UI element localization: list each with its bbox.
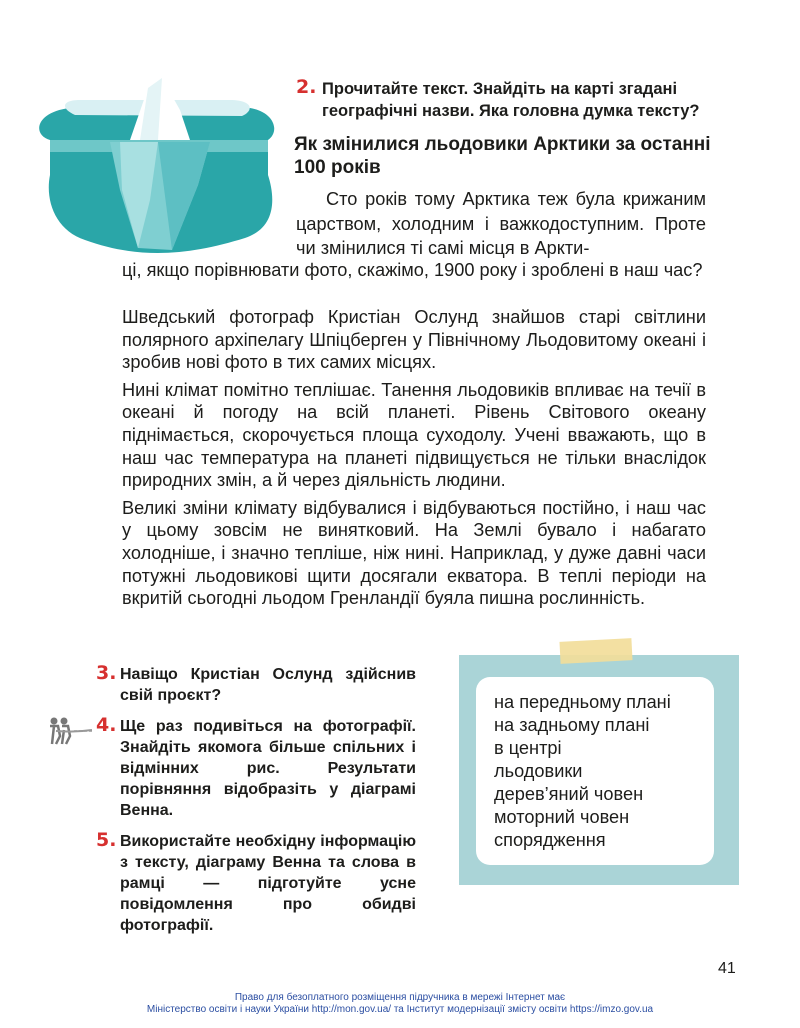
- task-3: [96, 664, 416, 706]
- task-text: Ще раз подивіться на фотографії. Знайдіть якомога більше спільних і відмінних рис. Результати порівняння відобразіть у діаграмі Венна.: [120, 718, 416, 819]
- tape-decoration: [559, 638, 632, 664]
- task-2: [296, 78, 716, 122]
- word-item: моторний човен: [494, 807, 630, 827]
- footer: [0, 992, 800, 1016]
- word-item: на передньому плані: [494, 692, 671, 712]
- footer-line-1: Право для безоплатного розміщення підручника в мережі Інтернет має: [234, 992, 566, 1003]
- task-number: 4.: [96, 714, 117, 736]
- article-paragraph-1: Сто років тому Арктика теж була крижаним царством, холодним і важкодоступним. Проте чи змінилися ті самі місця в Аркти-: [296, 189, 706, 258]
- task-text: Використайте необхідну інформацію з тексту, діаграму Венна та слова в рамці — підготуйте усне повідомлення про обидві фотографії.: [120, 833, 416, 934]
- word-item: льодовики: [494, 761, 583, 781]
- word-item: в центрі: [494, 738, 562, 758]
- pair-work-icon: [46, 716, 92, 746]
- task-number: 3.: [96, 662, 117, 684]
- word-item: дерев’яний човен: [494, 784, 644, 804]
- page-number: 41: [718, 960, 736, 977]
- task-number: 5.: [96, 829, 117, 851]
- footer-line-2: Міністерство освіти і науки України http://mon.gov.ua/ та Інститут модернізації змісту освіти https://imzo.gov.ua: [146, 1004, 654, 1015]
- word-box: [476, 677, 714, 865]
- article-body: [122, 306, 706, 615]
- iceberg-illustration: [30, 60, 280, 260]
- task-number: 2.: [296, 76, 317, 98]
- task-5: [96, 831, 416, 936]
- task-list: [96, 664, 416, 946]
- word-item: спорядження: [494, 830, 606, 850]
- article-paragraph-4: Великі зміни клімату відбувалися і відбуваються постійно, і наш час у цьому зовсім не винятковий. На Землі бувало і набагато холодніше, і значно тепліше, ніж нині. Наприклад, у дуже давні часи потужні льодовикові щити досягали екватора. В теплі періоди на вкритій сьогодні льодом Гренландії буяла пишна рослинність.: [122, 497, 706, 609]
- article-paragraph-3: Нині клімат помітно теплішає. Танення льодовиків впливає на течії в океані й погоду на всій планеті. Рівень Світового океану піднімається, скорочується площа суходолу. Учені вважають, що в наш час температура на планеті підвищується не тільки внаслідок природних змін, а й через діяльність людини.: [122, 379, 706, 491]
- task-text: Навіщо Кристіан Ослунд здійснив свій проєкт?: [120, 666, 416, 704]
- task-4: [96, 716, 416, 821]
- article-title: Як змінилися льодовики Арктики за останні 100 років: [294, 134, 711, 178]
- word-item: на задньому плані: [494, 715, 650, 735]
- article-paragraph-2: Шведський фотограф Кристіан Ослунд знайшов старі світлини полярного архіпелагу Шпіцберген у Північному Льодовитому океані і зробив нові фото в тих самих місцях.: [122, 307, 706, 373]
- article-paragraph-1-continued: ці, якщо порівнювати фото, скажімо, 1900 року і зроблені в наш час?: [122, 260, 703, 280]
- task-text: Прочитайте текст. Знайдіть на карті згадані географічні назви. Яка головна думка тексту?: [322, 80, 700, 120]
